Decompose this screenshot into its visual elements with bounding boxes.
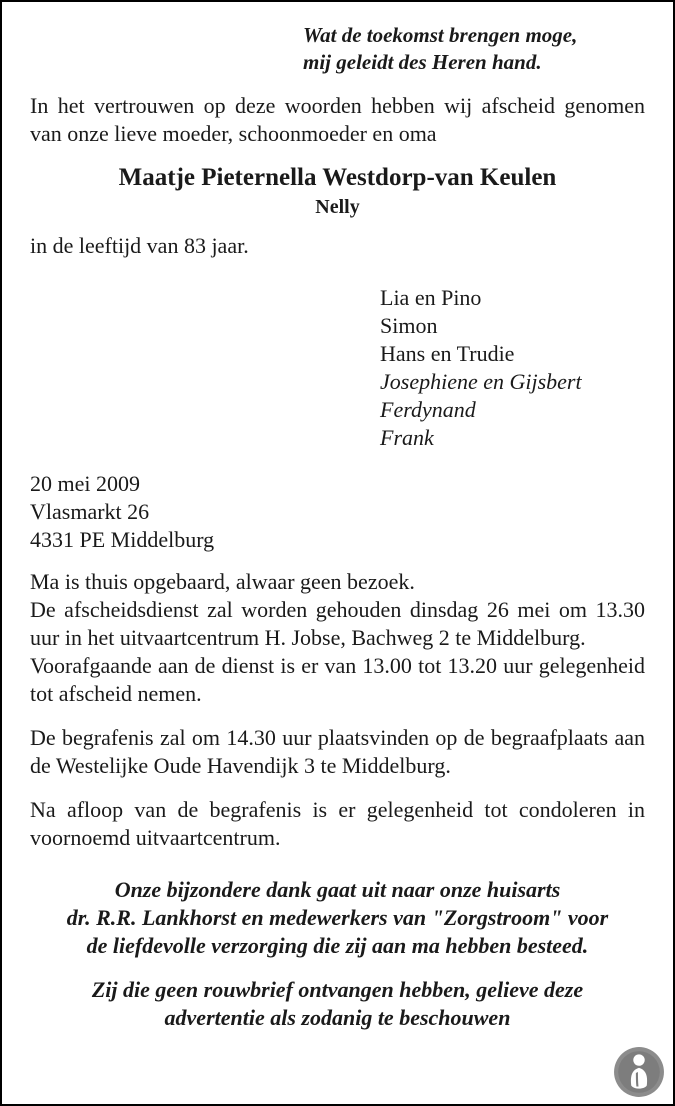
- postal-city: 4331 PE Middelburg: [30, 527, 215, 552]
- service-info: De afscheidsdienst zal worden gehouden dinsdag 26 mei om 13.30 uur in het uitvaartcentrum H. Jobse, Bachweg 2 te Middelburg.: [30, 597, 645, 650]
- deceased-nickname: Nelly: [315, 196, 360, 218]
- no-letter-note: [30, 976, 645, 1032]
- memorial-verse-line1: Wat de toekomst brengen moge,: [303, 23, 578, 47]
- deceased-age: in de leeftijd van 83 jaar.: [30, 233, 249, 258]
- street-address: Vlasmarkt 26: [30, 499, 150, 524]
- farewell-info: Voorafgaande aan de dienst is er van 13.00 tot 13.20 uur gelegenheid tot afscheid nemen.: [30, 653, 645, 706]
- relative-item: Hans en Trudie: [380, 341, 515, 366]
- relative-item: Lia en Pino: [380, 285, 482, 310]
- arrangements-block: [30, 568, 645, 708]
- memorial-verse: [30, 22, 645, 76]
- notice-date: 20 mei 2009: [30, 471, 140, 496]
- no-letter-note-line2: advertentie als zodanig te beschouwen: [164, 1005, 511, 1030]
- condolence-info: Na afloop van de begrafenis is er gelegenheid tot condoleren in voornoemd uitvaartcentrum.: [30, 797, 645, 850]
- announcement-text: In het vertrouwen op deze woorden hebben wij afscheid genomen van onze lieve moeder, schoonmoeder en oma: [30, 93, 645, 146]
- no-letter-note-line1: Zij die geen rouwbrief ontvangen hebben, gelieve deze: [91, 977, 584, 1002]
- relative-item: Ferdynand: [380, 397, 476, 422]
- viewing-info: Ma is thuis opgebaard, alwaar geen bezoek.: [30, 569, 415, 594]
- acknowledgement-line2: dr. R.R. Lankhorst en medewerkers van "Zorgstroom" voor: [66, 905, 609, 930]
- relative-item: Simon: [380, 313, 438, 338]
- mourning-figure-logo-icon: [613, 1046, 665, 1098]
- burial-info: De begrafenis zal om 14.30 uur plaatsvinden op de begraafplaats aan de Westelijke Oude Havendijk 3 te Middelburg.: [30, 725, 645, 778]
- relative-item: Frank: [380, 425, 434, 450]
- contact-address: [30, 470, 645, 554]
- acknowledgement-text: [30, 876, 645, 960]
- memorial-verse-line2: mij geleidt des Heren hand.: [303, 50, 542, 74]
- deceased-name: Maatje Pieternella Westdorp-van Keulen: [118, 164, 557, 191]
- relatives-list: [380, 284, 645, 452]
- relative-item: Josephiene en Gijsbert: [380, 369, 582, 394]
- acknowledgement-line3: de liefdevolle verzorging die zij aan ma hebben besteed.: [86, 933, 589, 958]
- acknowledgement-line1: Onze bijzondere dank gaat uit naar onze huisarts: [114, 877, 561, 902]
